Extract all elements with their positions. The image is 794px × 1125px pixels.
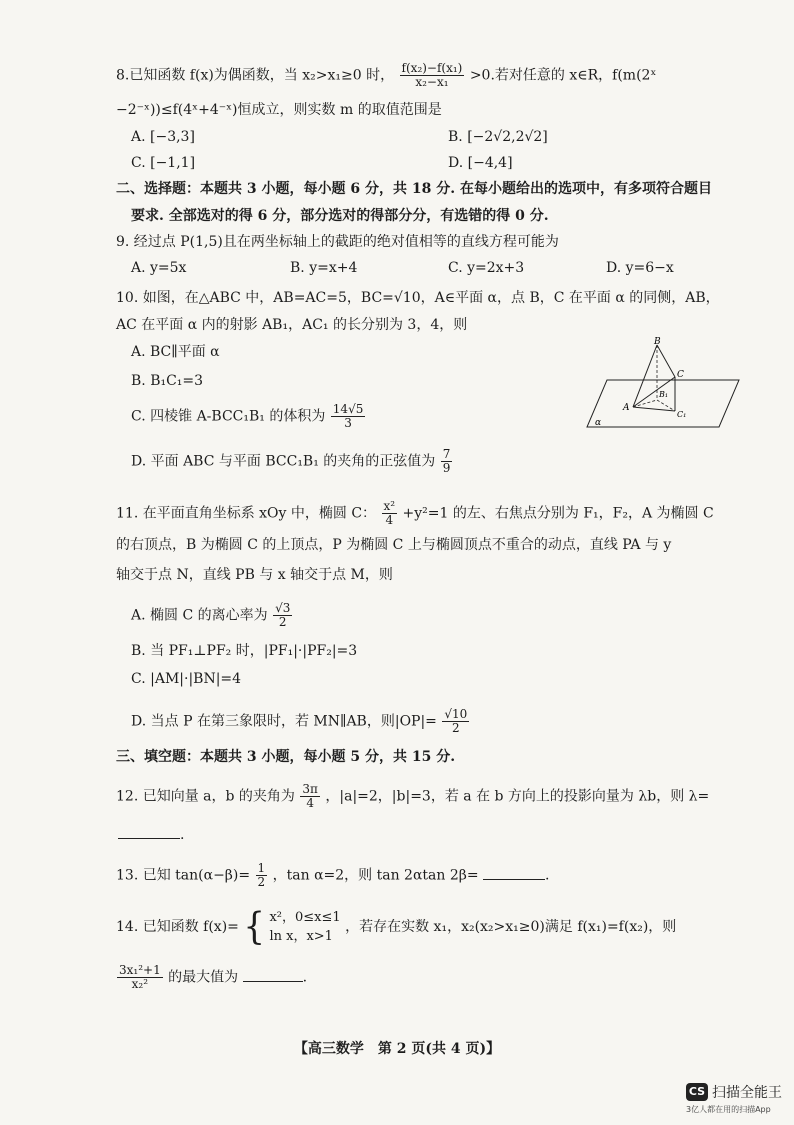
- q14-answer-blank[interactable]: [243, 969, 303, 982]
- camscanner-logo-icon: CS: [686, 1083, 708, 1101]
- q9-option-b: B. y=x+4: [290, 260, 358, 276]
- q11-opta-fraction: $\frac{√3}{2}$: [275, 601, 291, 629]
- q9-option-d: D. y=6−x: [606, 260, 674, 276]
- edge-bc: [657, 345, 675, 377]
- label-c: C: [677, 370, 684, 380]
- q14-line1: 14. 已知函数 f(x)= { x²，0≤x≤1 ln x，x>1 ，若存在实数 x₁，x₂(x₂>x₁≥0)满足 f(x₁)=f(x₂)，则: [116, 905, 677, 949]
- q11-option-d: D. 当点 P 在第三象限时，若 MN∥AB，则|OP|= $\frac{√10}{2}$: [131, 707, 468, 735]
- q14-line2: $\frac{\text{3x₁²+1}}{\text{x₂²}}$ 的最大值为 .: [119, 963, 308, 991]
- q13-answer-blank[interactable]: [483, 867, 545, 880]
- edge-ab: [633, 345, 657, 407]
- scanner-app-name: 扫描全能王: [712, 1085, 782, 1101]
- q12-line1: 12. 已知向量 a，b 的夹角为 $\frac{3\pi}{4}$ ，|a|=2，|b|=3，若 a 在 b 方向上的投影向量为 λb，则 λ=: [116, 782, 710, 810]
- q11-line3: 轴交于点 N，直线 PB 与 x 轴交于点 M，则: [116, 567, 393, 583]
- q14-piecewise-cases: x²，0≤x≤1 ln x，x>1: [269, 910, 341, 944]
- q9-option-c: C. y=2x+3: [448, 260, 525, 276]
- q8-fraction: $\frac{\text{f(x₂)−f(x₁)}}{\text{x₂−x₁}}$: [401, 61, 463, 89]
- q11-ellipse-fraction: $\frac{\text{x²}}{4}$: [383, 499, 396, 527]
- q13-line: 13. 已知 tan(α−β)= $\frac{1}{2}$ ，tan α=2，则 tan 2αtan 2β= .: [116, 861, 550, 889]
- q14-fraction: $\frac{\text{3x₁²+1}}{\text{x₂²}}$: [119, 963, 161, 991]
- section3-heading: 三、填空题：本题共 3 小题，每小题 5 分，共 15 分.: [116, 749, 456, 765]
- q8-line2: −2⁻ˣ))≤f(4ˣ+4⁻ˣ)恒成立，则实数 m 的取值范围是: [116, 102, 442, 118]
- q10-option-d: D. 平面 ABC 与平面 BCC₁B₁ 的夹角的正弦值为 $\frac{7}{9}$: [131, 447, 451, 475]
- q12-angle-fraction: $\frac{3\pi}{4}$: [302, 782, 318, 810]
- q8-option-d: D. [−4,4]: [448, 155, 513, 171]
- scanner-app-tagline: 3亿人都在用的扫描App: [686, 1105, 771, 1114]
- section2-heading-cont: 要求. 全部选对的得 6 分，部分选对的得部分分，有选错的得 0 分.: [131, 208, 549, 224]
- q8-line1: 8.已知函数 f(x)为偶函数，当 x₂>x₁≥0 时， $\frac{\text{f(x₂)−f(x₁)}}{\text{x₂−x₁}}$ >0.若对任意的 x∈R，f(m(2ˣ: [116, 61, 657, 89]
- q11-option-a: A. 椭圆 C 的离心率为 $\frac{√3}{2}$: [131, 601, 291, 629]
- q10-option-a: A. BC∥平面 α: [131, 344, 220, 360]
- q10-optc-fraction: $\frac{14√5}{3}$: [332, 402, 364, 430]
- edge-ab1: [633, 400, 657, 407]
- q12-answer-blank[interactable]: [118, 826, 180, 839]
- q11-option-b: B. 当 PF₁⊥PF₂ 时，|PF₁|·|PF₂|=3: [131, 643, 358, 659]
- label-b1: B₁: [659, 390, 669, 399]
- q9-option-a: A. y=5x: [131, 260, 187, 276]
- q11-line2: 的右顶点，B 为椭圆 C 的上顶点，P 为椭圆 C 上与椭圆顶点不重合的动点，直线 PA 与 y: [116, 537, 672, 553]
- section2-heading: 二、选择题：本题共 3 小题，每小题 6 分，共 18 分. 在每小题给出的选项中，有多项符合题目: [116, 181, 712, 197]
- page-footer: 【高三数学 第 2 页(共 4 页)】: [293, 1041, 501, 1057]
- label-alpha: α: [595, 418, 602, 428]
- label-a: A: [623, 403, 630, 413]
- q9-stem: 9. 经过点 P(1,5)且在两坐标轴上的截距的绝对值相等的直线方程可能为: [116, 234, 559, 250]
- q14-piecewise-brace: {: [243, 905, 265, 949]
- q10-optd-fraction: $\frac{7}{9}$: [442, 447, 451, 475]
- q10-option-c: C. 四棱锥 A-BCC₁B₁ 的体积为 $\frac{14√5}{3}$: [131, 402, 364, 430]
- q13-fraction: $\frac{1}{2}$: [257, 861, 266, 889]
- q11-line1: 11. 在平面直角坐标系 xOy 中，椭圆 C： $\frac{\text{x²}}{4}$ +y²=1 的左、右焦点分别为 F₁，F₂，A 为椭圆 C: [116, 499, 714, 527]
- q12-answer-line: .: [118, 826, 184, 844]
- q11-optd-fraction: $\frac{√10}{2}$: [444, 707, 468, 735]
- label-b: B: [654, 337, 661, 347]
- q10-line1: 10. 如图，在△ABC 中，AB=AC=5，BC=√10，A∈平面 α，点 B，C 在平面 α 的同侧，AB，: [116, 290, 720, 306]
- q10-option-b: B. B₁C₁=3: [131, 373, 204, 389]
- edge-ac1: [633, 407, 675, 411]
- q10-geometry-figure: [585, 335, 745, 435]
- q8-option-b: B. [−2√2,2√2]: [448, 129, 548, 145]
- q8-option-c: C. [−1,1]: [131, 155, 196, 171]
- q8-option-a: A. [−3,3]: [131, 129, 195, 145]
- q10-line2: AC 在平面 α 内的射影 AB₁，AC₁ 的长分别为 3，4，则: [116, 317, 468, 333]
- label-c1: C₁: [677, 410, 687, 419]
- q11-option-c: C. |AM|·|BN|=4: [131, 671, 242, 687]
